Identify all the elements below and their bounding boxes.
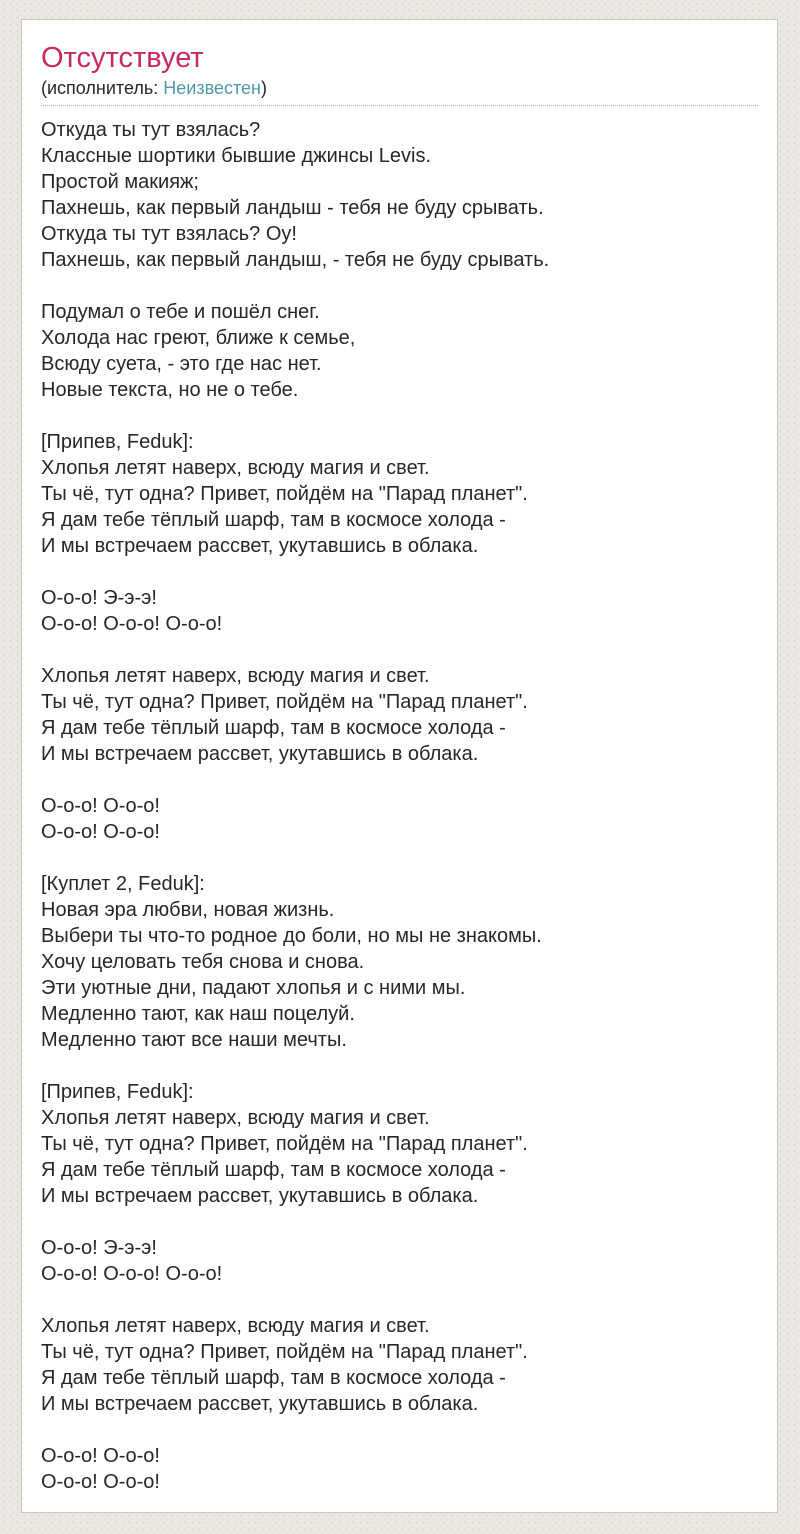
lyric-blank-line [41,845,758,871]
lyric-blank-line [41,403,758,429]
lyric-line: Простой макияж; [41,171,199,193]
lyric-line: Я дам тебе тёплый шарф, там в космосе холода - [41,1159,506,1181]
artist-label: (исполнитель: [41,78,159,98]
lyric-line: Всюду суета, - это где нас нет. [41,353,322,375]
lyric-line: Я дам тебе тёплый шарф, там в космосе холода - [41,1367,506,1389]
lyric-line: Медленно тают, как наш поцелуй. [41,1003,355,1025]
lyric-line: Новая эра любви, новая жизнь. [41,899,335,921]
lyric-line: О-о-о! О-о-о! [41,1471,160,1493]
lyric-line: И мы встречаем рассвет, укутавшись в облака. [41,1185,479,1207]
lyric-blank-line [41,1209,758,1235]
lyric-line: И мы встречаем рассвет, укутавшись в облака. [41,535,479,557]
lyric-line: Эти уютные дни, падают хлопья и с ними мы. [41,977,466,999]
lyric-line: Я дам тебе тёплый шарф, там в космосе холода - [41,717,506,739]
lyrics-text [41,117,758,1495]
artist-close-paren: ) [260,78,267,98]
lyric-line: О-о-о! О-о-о! [41,821,160,843]
lyric-line: Классные шортики бывшие джинсы Levis. [41,145,431,167]
lyric-blank-line [41,1287,758,1313]
lyric-line: Холода нас греют, ближе к семье, [41,327,356,349]
lyric-blank-line [41,637,758,663]
lyric-line: О-о-о! О-о-о! О-о-о! [41,1263,223,1285]
lyric-blank-line [41,273,758,299]
lyric-line: Хлопья летят наверх, всюду магия и свет. [41,1315,430,1337]
lyric-line: Выбери ты что-то родное до боли, но мы не знакомы. [41,925,542,947]
lyric-line: Пахнешь, как первый ландыш, - тебя не буду срывать. [41,249,550,271]
lyric-line: Ты чё, тут одна? Привет, пойдём на "Парад планет". [41,1133,528,1155]
lyric-line: Откуда ты тут взялась? [41,119,261,141]
artist-line [41,76,758,106]
lyric-blank-line [41,767,758,793]
artist-link[interactable]: Неизвестен [163,78,261,98]
lyric-line: [Припев, Feduk]: [41,1081,194,1103]
lyric-blank-line [41,559,758,585]
lyric-line: Я дам тебе тёплый шарф, там в космосе холода - [41,509,506,531]
lyric-line: Новые текста, но не о тебе. [41,379,299,401]
lyric-line: О-о-о! О-о-о! [41,795,160,817]
lyric-line: [Куплет 2, Feduk]: [41,873,205,895]
song-title: Отсутствует [41,42,204,74]
lyric-line: Хлопья летят наверх, всюду магия и свет. [41,1107,430,1129]
lyric-blank-line [41,1053,758,1079]
lyric-line: О-о-о! О-о-о! О-о-о! [41,613,223,635]
lyrics-card [21,19,778,1513]
lyric-blank-line [41,1417,758,1443]
lyric-line: Подумал о тебе и пошёл снег. [41,301,320,323]
lyric-line: Ты чё, тут одна? Привет, пойдём на "Парад планет". [41,691,528,713]
lyric-line: О-о-о! Э-э-э! [41,1237,157,1259]
lyric-line: Хлопья летят наверх, всюду магия и свет. [41,457,430,479]
lyric-line: Пахнешь, как первый ландыш - тебя не буду срывать. [41,197,544,219]
lyric-line: Медленно тают все наши мечты. [41,1029,347,1051]
lyric-line: Хлопья летят наверх, всюду магия и свет. [41,665,430,687]
lyric-line: О-о-о! О-о-о! [41,1445,160,1467]
lyric-line: Ты чё, тут одна? Привет, пойдём на "Парад планет". [41,1341,528,1363]
lyric-line: Хочу целовать тебя снова и снова. [41,951,365,973]
lyric-line: [Припев, Feduk]: [41,431,194,453]
lyric-line: Откуда ты тут взялась? Оу! [41,223,297,245]
lyric-line: И мы встречаем рассвет, укутавшись в облака. [41,743,479,765]
lyric-line: О-о-о! Э-э-э! [41,587,157,609]
lyric-line: Ты чё, тут одна? Привет, пойдём на "Парад планет". [41,483,528,505]
lyric-line: И мы встречаем рассвет, укутавшись в облака. [41,1393,479,1415]
